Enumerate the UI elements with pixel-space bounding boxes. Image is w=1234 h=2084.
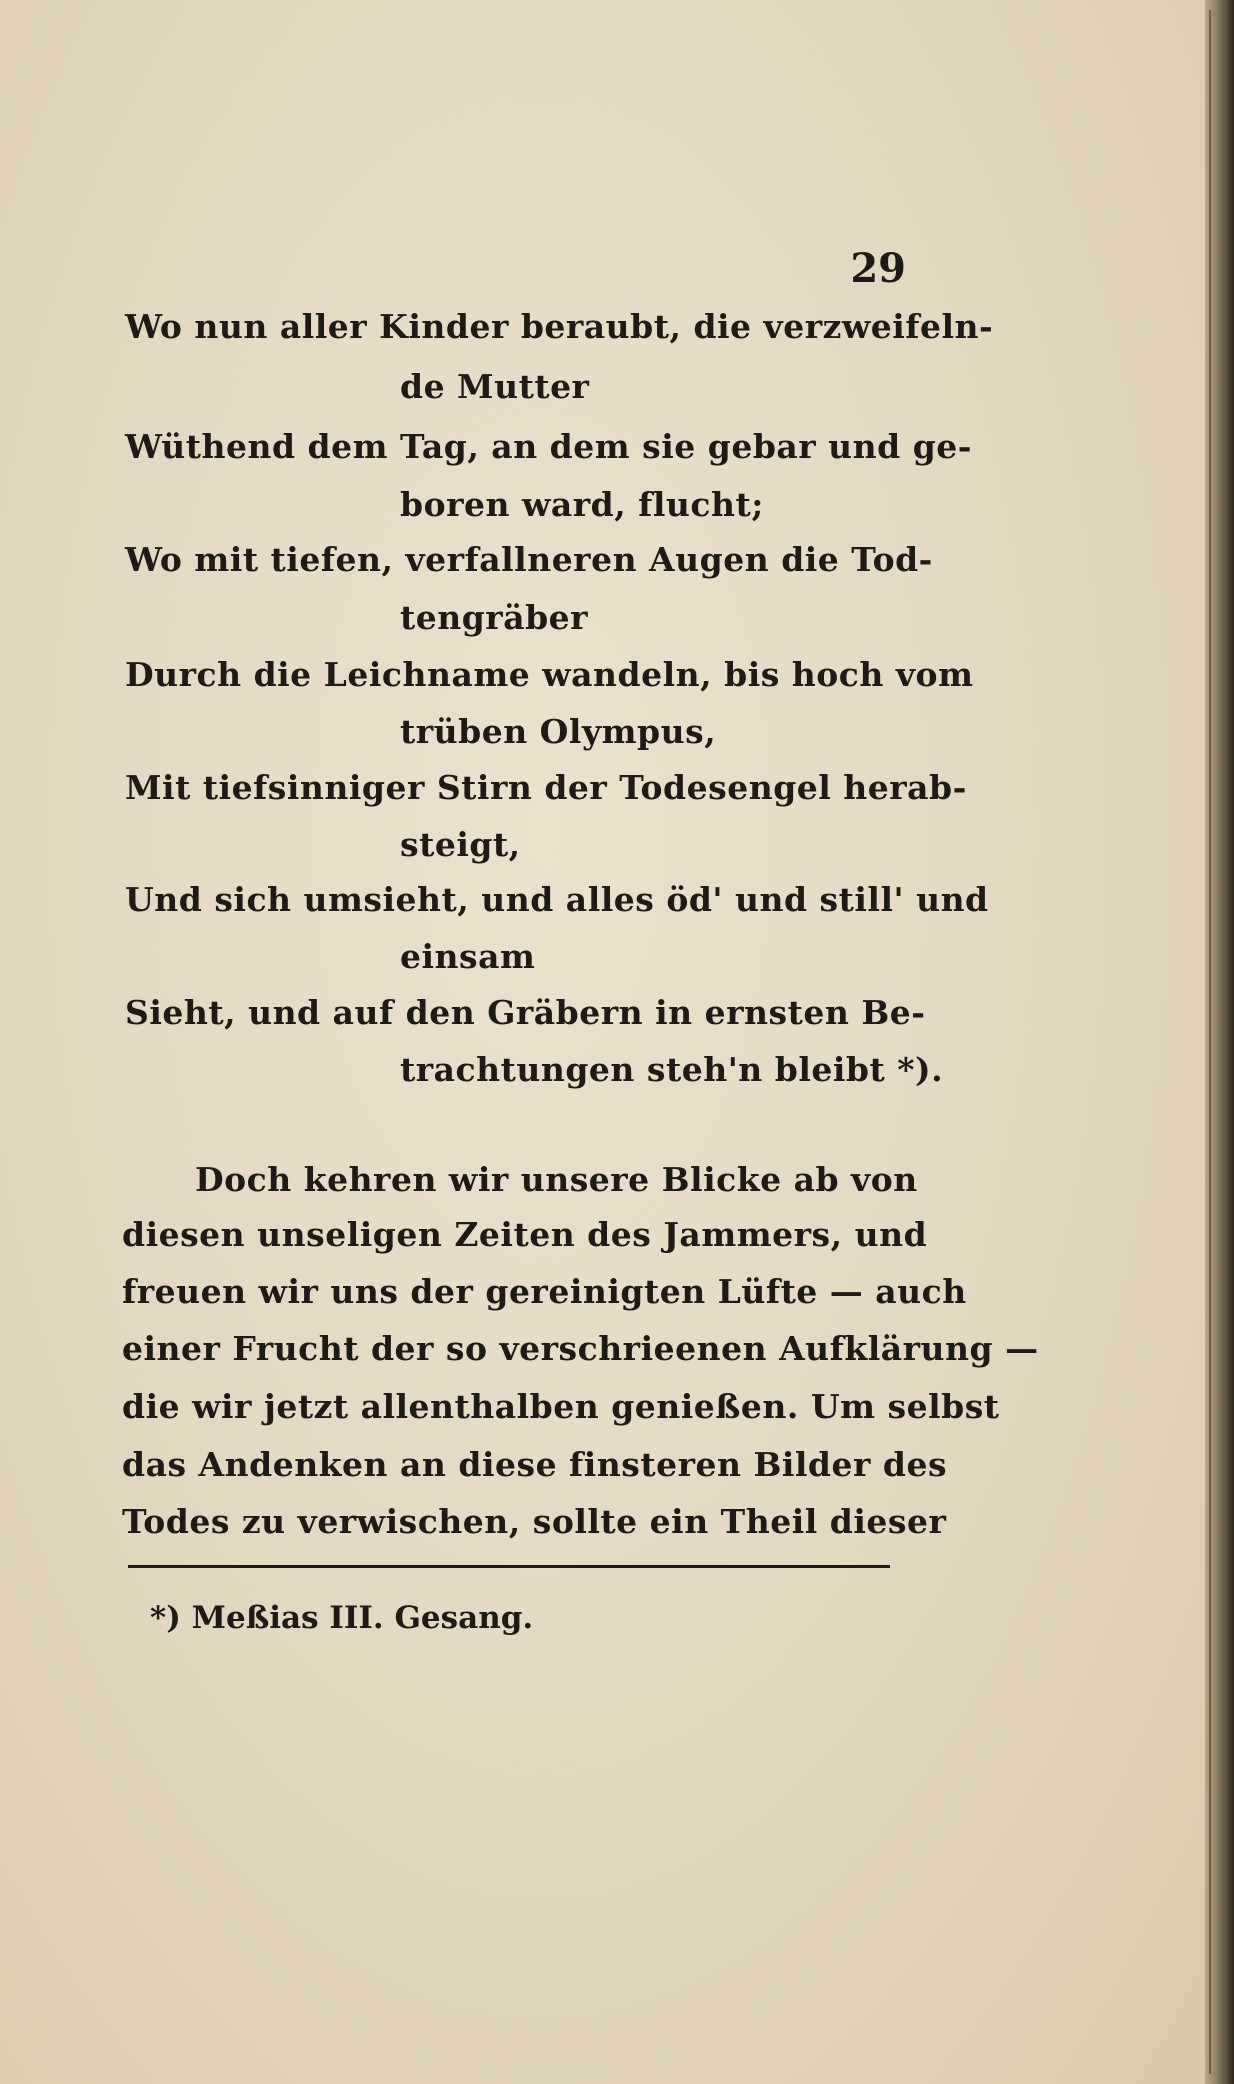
poem-line-continuation: steigt, — [400, 825, 521, 864]
poem-line-continuation: trüben Olympus, — [400, 712, 717, 751]
poem-line: Wüthend dem Tag, an dem sie gebar und ge- — [125, 427, 972, 466]
poem-line-continuation: einsam — [400, 937, 536, 976]
poem-line: Durch die Leichname wandeln, bis hoch vom — [125, 655, 974, 694]
paragraph-line: das Andenken an diese finsteren Bilder des — [122, 1445, 948, 1484]
paragraph-line: diesen unseligen Zeiten des Jammers, und — [122, 1215, 928, 1254]
poem-line: Und sich umsieht, und alles öd' und still' und — [125, 880, 989, 919]
poem-line-continuation: de Mutter — [400, 367, 590, 406]
paragraph-line: die wir jetzt allenthalben genießen. Um selbst — [122, 1387, 1000, 1426]
paragraph-line: einer Frucht der so verschrieenen Aufklärung — — [122, 1329, 1039, 1368]
paragraph-line: freuen wir uns der gereinigten Lüfte — auch — [122, 1272, 967, 1311]
page-number: 29 — [850, 245, 906, 292]
footnote-rule — [128, 1565, 890, 1568]
poem-line-continuation: trachtungen steh'n bleibt *). — [400, 1050, 944, 1089]
poem-line: Wo mit tiefen, verfallneren Augen die Tod- — [125, 540, 933, 579]
paragraph-line: Doch kehren wir unsere Blicke ab von — [195, 1160, 918, 1199]
poem-line: Wo nun aller Kinder beraubt, die verzweifeln- — [125, 307, 994, 346]
poem-line: Sieht, und auf den Gräbern in ernsten Be- — [125, 993, 926, 1032]
poem-line-continuation: tengräber — [400, 598, 589, 637]
book-page-edge — [1205, 0, 1234, 2084]
footnote: *) Meßias III. Gesang. — [150, 1600, 534, 1636]
poem-line: Mit tiefsinniger Stirn der Todesengel herab- — [125, 768, 967, 807]
paragraph-line: Todes zu verwischen, sollte ein Theil dieser — [122, 1502, 947, 1541]
poem-line-continuation: boren ward, flucht; — [400, 485, 764, 524]
